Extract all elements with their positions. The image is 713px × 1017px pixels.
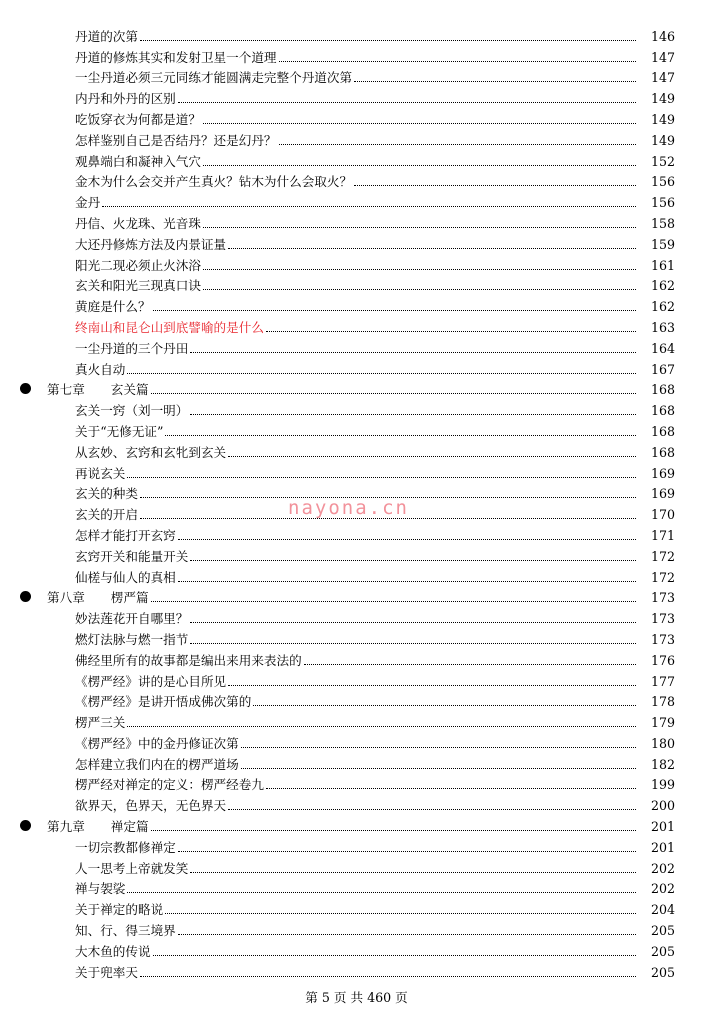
toc-entry[interactable] xyxy=(0,397,713,418)
dot-leader xyxy=(304,664,636,665)
dot-leader xyxy=(279,61,637,62)
toc-entry[interactable] xyxy=(0,917,713,938)
toc-entry[interactable] xyxy=(0,169,713,190)
dot-leader xyxy=(190,622,636,623)
toc-page-number: 173 xyxy=(650,611,675,627)
toc-page-number: 149 xyxy=(650,91,675,107)
dot-leader xyxy=(203,165,636,166)
toc-page-number: 164 xyxy=(650,340,675,356)
toc-page-number: 205 xyxy=(650,964,675,980)
dot-leader xyxy=(127,373,636,374)
toc-entry-title: 玄关和阳光三现真口诀 xyxy=(75,278,201,294)
toc-entry[interactable] xyxy=(0,772,713,793)
toc-entry[interactable] xyxy=(0,252,713,273)
toc-entry-title: 玄关篇 xyxy=(110,382,149,398)
toc-entry-title: 佛经里所有的故事都是编出来用来表法的 xyxy=(75,652,302,668)
dot-leader xyxy=(190,643,636,644)
toc-page-number: 172 xyxy=(650,569,675,585)
toc-page-number: 205 xyxy=(650,943,675,959)
dot-leader xyxy=(178,102,636,103)
toc-chapter-entry[interactable] xyxy=(0,377,713,398)
toc-page-number: 200 xyxy=(650,798,675,814)
toc-entry[interactable] xyxy=(0,709,713,730)
dot-leader xyxy=(253,705,636,706)
dot-leader xyxy=(228,248,636,249)
toc-page-number: 173 xyxy=(650,590,675,606)
dot-leader xyxy=(241,747,636,748)
toc-entry-title: 一尘丹道必须三元同练才能圆满走完整个丹道次第 xyxy=(75,70,353,86)
dot-leader xyxy=(151,393,636,394)
dot-leader xyxy=(203,227,636,228)
toc-entry[interactable] xyxy=(0,210,713,231)
toc-entry[interactable] xyxy=(0,439,713,460)
toc-page-number: 163 xyxy=(650,319,675,335)
dot-leader xyxy=(203,123,636,124)
toc-entry[interactable] xyxy=(0,605,713,626)
dot-leader xyxy=(178,934,636,935)
toc-entry-title: 再说玄关 xyxy=(75,465,126,481)
dot-leader xyxy=(190,560,636,561)
toc-entry-title: 真火自动 xyxy=(75,361,126,377)
dot-leader xyxy=(127,726,636,727)
toc-page-number: 173 xyxy=(650,631,675,647)
dot-leader xyxy=(190,414,636,415)
toc-entry-title: 丹道的修炼其实和发射卫星一个道理 xyxy=(75,49,277,65)
toc-entry-title: 《楞严经》是讲开悟成佛次第的 xyxy=(75,694,252,710)
toc-entry[interactable] xyxy=(0,938,713,959)
toc-entry[interactable] xyxy=(0,522,713,543)
dot-leader xyxy=(151,601,636,602)
toc-entry-title: 《楞严经》讲的是心目所见 xyxy=(75,673,227,689)
toc-page-number: 169 xyxy=(650,465,675,481)
toc-entry[interactable] xyxy=(0,626,713,647)
toc-chapter-entry[interactable] xyxy=(0,813,713,834)
toc-page-number: 199 xyxy=(650,777,675,793)
toc-entry-title: 观鼻端白和凝神入气穴 xyxy=(75,153,201,169)
toc-entry[interactable] xyxy=(0,335,713,356)
toc-page-number: 167 xyxy=(650,361,675,377)
dot-leader xyxy=(228,456,636,457)
toc-page-number: 202 xyxy=(650,860,675,876)
toc-entry[interactable] xyxy=(0,314,713,335)
toc-entry-title: 怎样才能打开玄窍 xyxy=(75,527,176,543)
toc-entry-title: 《楞严经》中的金丹修证次第 xyxy=(75,735,239,751)
toc-page-number: 172 xyxy=(650,548,675,564)
toc-page-number: 182 xyxy=(650,756,675,772)
toc-entry-title: 终南山和昆仑山到底譬喻的是什么 xyxy=(75,319,264,335)
toc-entry-title: 大还丹修炼方法及内景证量 xyxy=(75,236,227,252)
chapter-number: 第七章 xyxy=(47,382,85,398)
toc-entry-title: 丹道的次第 xyxy=(75,28,138,44)
dot-leader xyxy=(266,331,636,332)
toc-entry-title: 一切宗教都修禅定 xyxy=(75,839,176,855)
toc-page-number: 152 xyxy=(650,153,675,169)
dot-leader xyxy=(354,81,636,82)
dot-leader xyxy=(228,685,636,686)
toc-entry[interactable] xyxy=(0,231,713,252)
bullet-icon xyxy=(20,820,31,831)
dot-leader xyxy=(190,872,636,873)
toc-page-number: 147 xyxy=(650,49,675,65)
toc-entry-title: 丹信、火龙珠、光音珠 xyxy=(75,215,201,231)
toc-page-number: 168 xyxy=(650,444,675,460)
toc-page-number: 179 xyxy=(650,715,675,731)
toc-entry-title: 内丹和外丹的区别 xyxy=(75,91,176,107)
toc-page-number: 178 xyxy=(650,694,675,710)
toc-entry-title: 关于兜率天 xyxy=(75,964,138,980)
toc-entry-title: 黄庭是什么？ xyxy=(75,299,151,315)
toc-entry[interactable] xyxy=(0,460,713,481)
toc-entry[interactable] xyxy=(0,876,713,897)
toc-entry[interactable] xyxy=(0,106,713,127)
toc-entry[interactable] xyxy=(0,564,713,585)
toc-page-number: 147 xyxy=(650,70,675,86)
toc-page-number: 170 xyxy=(650,507,675,523)
dot-leader xyxy=(241,768,636,769)
toc-page-number: 146 xyxy=(650,28,675,44)
toc-entry[interactable] xyxy=(0,855,713,876)
dot-leader xyxy=(178,851,636,852)
toc-page-number: 168 xyxy=(650,403,675,419)
toc-entry[interactable] xyxy=(0,689,713,710)
toc-entry[interactable] xyxy=(0,792,713,813)
toc-entry-title: 从玄妙、玄窍和玄牝到玄关 xyxy=(75,444,227,460)
toc-page-number: 158 xyxy=(650,215,675,231)
toc-entry[interactable] xyxy=(0,834,713,855)
toc-entry[interactable] xyxy=(0,273,713,294)
toc-entry[interactable] xyxy=(0,85,713,106)
dot-leader xyxy=(127,477,636,478)
toc-entry[interactable] xyxy=(0,127,713,148)
toc-entry-title: 禅与袈裟 xyxy=(75,881,126,897)
dot-leader xyxy=(178,539,636,540)
toc-entry-title: 欲界天，色界天，无色界天 xyxy=(75,798,227,814)
dot-leader xyxy=(153,310,636,311)
toc-entry-title: 关于禅定的略说 xyxy=(75,902,164,918)
toc-chapter-entry[interactable] xyxy=(0,585,713,606)
chapter-number: 第九章 xyxy=(47,819,85,835)
dot-leader xyxy=(140,976,636,977)
dot-leader xyxy=(102,206,636,207)
dot-leader xyxy=(354,185,636,186)
toc-entry[interactable] xyxy=(0,647,713,668)
dot-leader xyxy=(178,581,636,582)
toc-entry-title: 关于“无修无证” xyxy=(75,423,164,439)
toc-page-number: 205 xyxy=(650,923,675,939)
bullet-icon xyxy=(20,591,31,602)
watermark: nayona.cn xyxy=(288,497,409,519)
toc-page-number: 159 xyxy=(650,236,675,252)
toc-page-number: 201 xyxy=(650,839,675,855)
toc-entry[interactable] xyxy=(0,896,713,917)
toc-page-number: 201 xyxy=(650,819,675,835)
dot-leader xyxy=(127,892,636,893)
toc-page-number: 168 xyxy=(650,382,675,398)
toc-page-number: 162 xyxy=(650,299,675,315)
toc-page-number: 168 xyxy=(650,423,675,439)
dot-leader xyxy=(140,40,636,41)
toc-page-number: 156 xyxy=(650,195,675,211)
dot-leader xyxy=(279,144,637,145)
bullet-icon xyxy=(20,383,31,394)
toc-entry-title: 大木鱼的传说 xyxy=(75,943,151,959)
toc-page-number: 177 xyxy=(650,673,675,689)
toc-page-number: 176 xyxy=(650,652,675,668)
toc-entry-title: 楞严经对禅定的定义：楞严经卷九 xyxy=(75,777,264,793)
toc-entry[interactable] xyxy=(0,23,713,44)
toc-page-number: 180 xyxy=(650,735,675,751)
dot-leader xyxy=(203,269,636,270)
toc-page-number: 156 xyxy=(650,174,675,190)
dot-leader xyxy=(266,788,636,789)
toc-entry[interactable] xyxy=(0,189,713,210)
toc-entry[interactable] xyxy=(0,293,713,314)
toc-page-number: 149 xyxy=(650,111,675,127)
toc-entry-title: 楞严三关 xyxy=(75,715,126,731)
toc-entry-title: 吃饭穿衣为何都是道？ xyxy=(75,111,201,127)
dot-leader xyxy=(203,289,636,290)
toc-entry-title: 怎样建立我们内在的楞严道场 xyxy=(75,756,239,772)
toc-entry[interactable] xyxy=(0,668,713,689)
dot-leader xyxy=(151,830,636,831)
toc-entry-title: 一尘丹道的三个丹田 xyxy=(75,340,189,356)
toc-entry-title: 楞严篇 xyxy=(110,590,149,606)
toc-entry-title: 金丹 xyxy=(75,195,101,211)
dot-leader xyxy=(165,435,636,436)
toc-entry[interactable] xyxy=(0,65,713,86)
dot-leader xyxy=(165,913,636,914)
toc-page-number: 169 xyxy=(650,486,675,502)
toc-page-number: 161 xyxy=(650,257,675,273)
toc-entry-title: 禅定篇 xyxy=(110,819,149,835)
toc-entry[interactable] xyxy=(0,356,713,377)
toc-entry[interactable] xyxy=(0,543,713,564)
toc-entry[interactable] xyxy=(0,418,713,439)
toc-page-number: 202 xyxy=(650,881,675,897)
toc-entry[interactable] xyxy=(0,148,713,169)
toc-entry-title: 阳光二现必须止火沐浴 xyxy=(75,257,201,273)
dot-leader xyxy=(153,955,636,956)
toc-entry-title: 玄关的开启 xyxy=(75,507,138,523)
toc-entry-title: 玄关的种类 xyxy=(75,486,138,502)
toc-entry-title: 怎样鉴别自己是否结丹？还是幻丹？ xyxy=(75,132,277,148)
toc-page-number: 149 xyxy=(650,132,675,148)
chapter-number: 第八章 xyxy=(47,590,85,606)
toc-entry-title: 人一思考上帝就发笑 xyxy=(75,860,189,876)
toc-entry-title: 玄窍开关和能量开关 xyxy=(75,548,189,564)
page-footer: 第 5 页 共 460 页 xyxy=(305,990,408,1005)
toc-entry-title: 知、行、得三境界 xyxy=(75,923,176,939)
toc-entry-title: 妙法莲花开自哪里？ xyxy=(75,611,189,627)
toc-entry[interactable] xyxy=(0,44,713,65)
toc-page-number: 204 xyxy=(650,902,675,918)
toc-entry[interactable] xyxy=(0,959,713,980)
toc-entry-title: 玄关一窍（刘一明） xyxy=(75,403,189,419)
toc-entry-title: 仙槎与仙人的真相 xyxy=(75,569,176,585)
toc-page-number: 171 xyxy=(650,527,675,543)
toc-entry[interactable] xyxy=(0,751,713,772)
dot-leader xyxy=(190,352,636,353)
toc-page-number: 162 xyxy=(650,278,675,294)
toc-entry-title: 金木为什么会交并产生真火？钻木为什么会取火？ xyxy=(75,174,353,190)
toc-entry-title: 燃灯法脉与燃一指节 xyxy=(75,631,189,647)
dot-leader xyxy=(228,809,636,810)
toc-entry[interactable] xyxy=(0,730,713,751)
